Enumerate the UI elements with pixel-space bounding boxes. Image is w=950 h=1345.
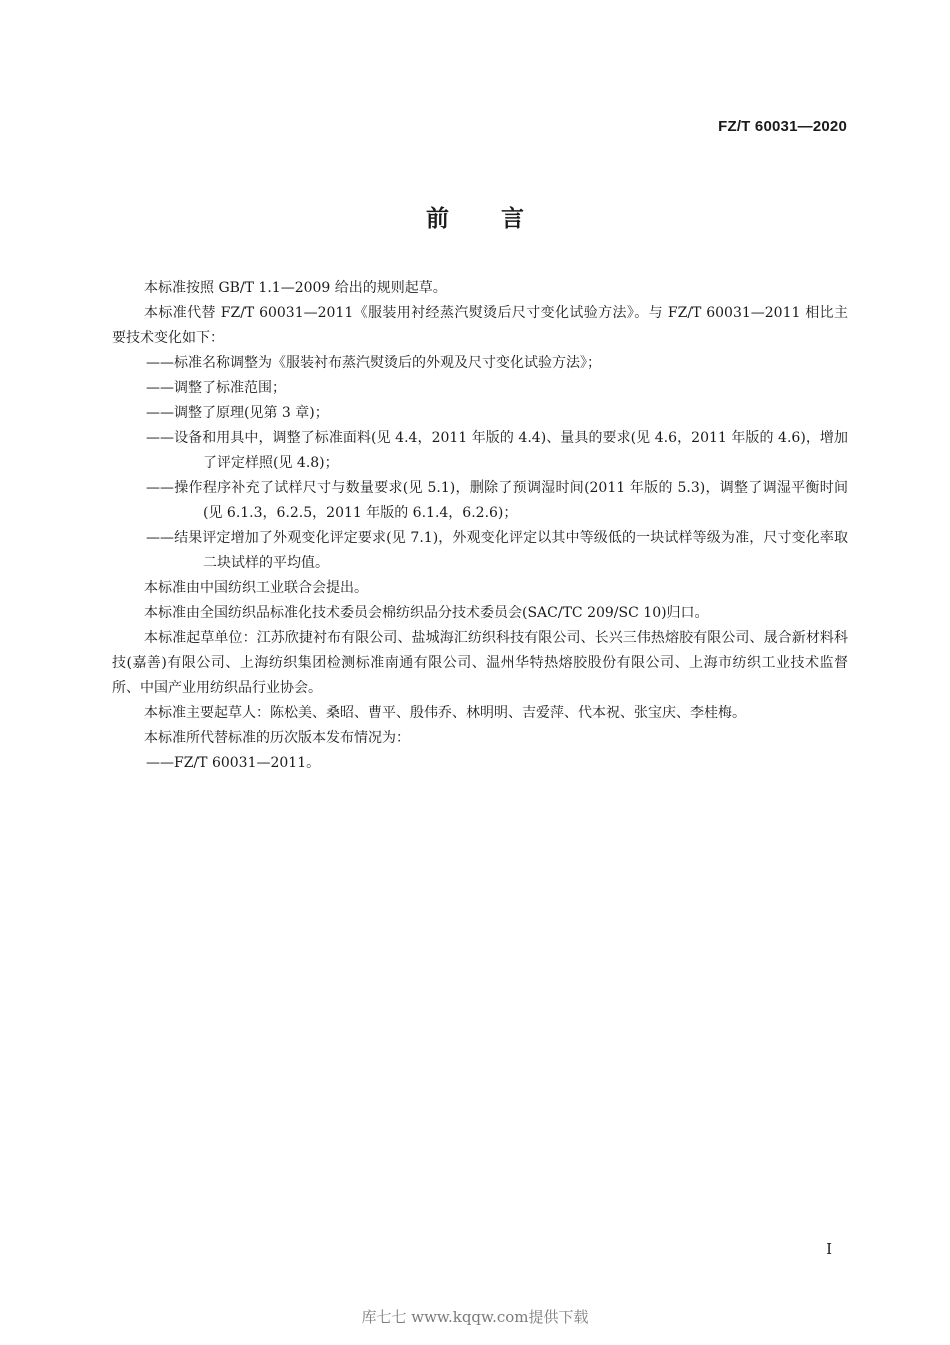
paragraph-drafting-rules: 本标准按照 GB/T 1.1—2009 给出的规则起草。 (144, 280, 447, 296)
paragraph-replacement: 本标准代替 FZ/T 60031—2011《服装用衬经蒸汽熨烫后尺寸变化试验方法》。与 FZ/T 60031—2011 相比主要技术变化如下： (112, 305, 848, 346)
page-number: I (826, 1240, 832, 1258)
standard-number: FZ/T 60031—2020 (718, 118, 847, 135)
change-item: ——标准名称调整为《服装衬布蒸汽熨烫后的外观及尺寸变化试验方法》； (146, 355, 601, 371)
change-item: ——设备和用具中，调整了标准面料(见 4.4，2011 年版的 4.4)、量具的要求(见 4.6，2011 年版的 4.6)，增加了评定样照(见 4.8)； (146, 430, 848, 471)
change-item: ——调整了标准范围； (146, 380, 286, 396)
paragraph-drafting-organizations: 本标准起草单位：江苏欣捷衬布有限公司、盐城海汇纺织科技有限公司、长兴三伟热熔胶有限公司、晟合新材料科技(嘉善)有限公司、上海纺织集团检测标准南通有限公司、温州华特热熔胶股份有限公司、上海市纺织工业技术监督所、中国产业用纺织品行业协会。 (112, 630, 848, 696)
change-item: ——调整了原理(见第 3 章)； (146, 405, 329, 421)
paragraph-proposer: 本标准由中国纺织工业联合会提出。 (144, 580, 368, 596)
preface-body (112, 276, 848, 776)
change-item: ——结果评定增加了外观变化评定要求(见 7.1)，外观变化评定以其中等级低的一块试样等级为准，尺寸变化率取二块试样的平均值。 (146, 530, 848, 571)
page-title: 前言 (426, 206, 576, 232)
paragraph-technical-committee: 本标准由全国纺织品标准化技术委员会棉纺织品分技术委员会(SAC/TC 209/SC 10)归口。 (144, 605, 709, 621)
history-item: ——FZ/T 60031—2011。 (146, 755, 321, 771)
change-item: ——操作程序补充了试样尺寸与数量要求(见 5.1)，删除了预调湿时间(2011 年版的 5.3)，调整了调湿平衡时间(见 6.1.3，6.2.5，2011 年版的 6.1.4，6.2.6)； (146, 480, 848, 521)
paragraph-drafters: 本标准主要起草人：陈松美、桑昭、曹平、殷伟乔、林明明、吉爱萍、代本祝、张宝庆、李桂梅。 (144, 705, 746, 721)
download-watermark: 库七七 www.kqqw.com提供下载 (361, 1308, 589, 1326)
paragraph-version-history: 本标准所代替标准的历次版本发布情况为： (144, 730, 410, 746)
